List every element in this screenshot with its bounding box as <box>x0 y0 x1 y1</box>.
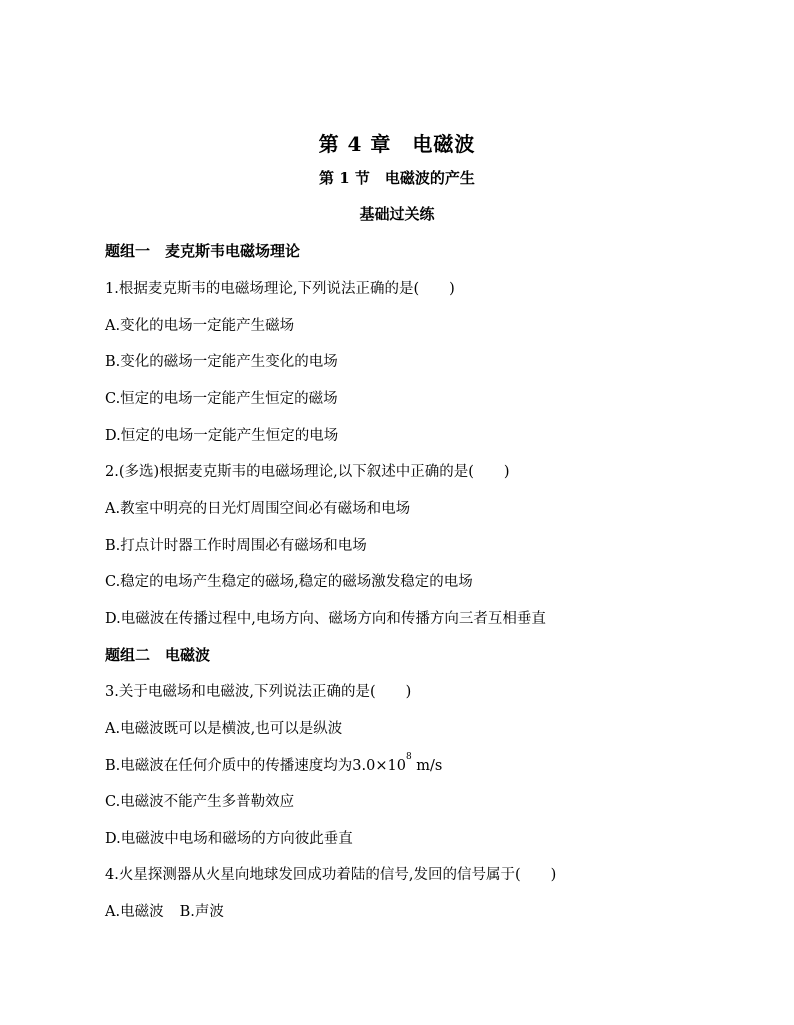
question-4-option-a: A.电磁波 <box>105 904 164 920</box>
question-1-option-d: D.恒定的电场一定能产生恒定的电场 <box>105 428 339 444</box>
group-two-heading: 题组二 电磁波 <box>105 646 211 664</box>
question-2-option-a: A.教室中明亮的日光灯周围空间必有磁场和电场 <box>105 501 411 517</box>
question-2-option-b: B.打点计时器工作时周围必有磁场和电场 <box>105 538 367 554</box>
question-1-option-a: A.变化的电场一定能产生磁场 <box>105 318 295 334</box>
question-1-stem: 1.根据麦克斯韦的电磁场理论,下列说法正确的是( ) <box>105 281 455 297</box>
question-2-option-c: C.稳定的电场产生稳定的磁场,稳定的磁场激发稳定的电场 <box>105 574 473 590</box>
question-1-option-c: C.恒定的电场一定能产生恒定的磁场 <box>105 391 338 407</box>
section-title: 第 1 节 电磁波的产生 <box>319 169 475 187</box>
question-2-option-d: D.电磁波在传播过程中,电场方向、磁场方向和传播方向三者互相垂直 <box>105 611 546 627</box>
question-4-options <box>105 900 224 921</box>
exercise-subtitle: 基础过关练 <box>359 205 435 223</box>
question-3-option-a: A.电磁波既可以是横波,也可以是纵波 <box>105 721 343 737</box>
question-3-option-b: B.电磁波在任何介质中的传播速度均为$3.0\times 10^8$ m/s <box>105 752 443 774</box>
question-3-option-c: C.电磁波不能产生多普勒效应 <box>105 794 295 810</box>
group-one-heading: 题组一 麦克斯韦电磁场理论 <box>105 242 301 260</box>
question-3-stem: 3.关于电磁场和电磁波,下列说法正确的是( ) <box>105 684 412 700</box>
question-4-option-b: B.声波 <box>179 904 224 920</box>
chapter-title: 第 4 章 电磁波 <box>318 132 476 156</box>
exponent: 8 <box>405 752 412 762</box>
question-1-option-b: B.变化的磁场一定能产生变化的电场 <box>105 354 338 370</box>
question-2-stem: 2.(多选)根据麦克斯韦的电磁场理论,以下叙述中正确的是( ) <box>105 464 510 480</box>
question-4-stem: 4.火星探测器从火星向地球发回成功着陆的信号,发回的信号属于( ) <box>105 867 557 883</box>
question-3-option-d: D.电磁波中电场和磁场的方向彼此垂直 <box>105 831 353 847</box>
